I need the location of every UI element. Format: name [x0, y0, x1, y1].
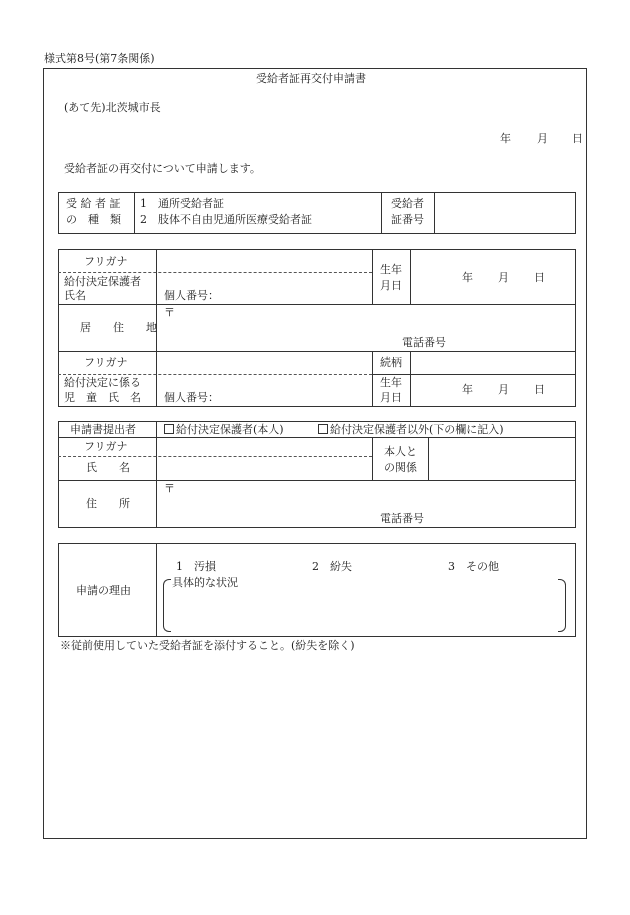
- reason-label: 申請の理由: [76, 584, 131, 597]
- guardian-name-label-1: 給付決定保護者: [64, 275, 141, 288]
- child-birth-day: 日: [534, 383, 545, 396]
- guardian-birth-label-1: 生年: [380, 263, 402, 276]
- residence-label: 居 住 地: [80, 321, 157, 334]
- form-title: 受給者証再交付申請書: [256, 72, 366, 85]
- submitter-postal-mark: 〒: [164, 482, 175, 495]
- cert-option-2: 2 肢体不自由児通所医療受給者証: [140, 213, 312, 226]
- intro-text: 受給者証の再交付について申請します。: [64, 162, 261, 175]
- child-furigana-label: フリガナ: [84, 356, 128, 369]
- date-month: 月: [537, 132, 548, 145]
- child-birth-label-2: 月日: [380, 391, 402, 404]
- reason-option-3[interactable]: 3 その他: [448, 560, 499, 573]
- submitter-option-self[interactable]: 給付決定保護者(本人): [164, 424, 284, 435]
- child-birth-label-1: 生年: [380, 376, 402, 389]
- guardian-birth-day: 日: [534, 271, 545, 284]
- cert-option-1: 1 通所受給者証: [140, 197, 224, 210]
- submitter-furigana-field[interactable]: [158, 439, 370, 455]
- reason-details-label: 具体的な状況: [172, 576, 238, 589]
- submitter-relation-field[interactable]: [430, 439, 574, 478]
- guardian-furigana-label: フリガナ: [84, 255, 128, 268]
- bracket-right-icon: [558, 579, 566, 632]
- submitter-name-field[interactable]: [158, 458, 370, 478]
- guardian-furigana-field[interactable]: [158, 251, 370, 271]
- residence-postal-mark: 〒: [164, 306, 175, 319]
- reason-option-2[interactable]: 2 紛失: [312, 560, 352, 573]
- child-name-label-1: 給付決定に係る: [64, 376, 141, 389]
- attachment-note: ※従前使用していた受給者証を添付すること。(紛失を除く): [60, 639, 355, 652]
- residence-phone-label: 電話番号: [402, 336, 446, 349]
- guardian-birth-month: 月: [498, 271, 509, 284]
- guardian-name-label-2: 氏名: [64, 289, 86, 302]
- guardian-name-field[interactable]: [158, 274, 370, 302]
- submitter-name-label: 氏 名: [86, 461, 130, 474]
- submitter-label: 申請書提出者: [70, 423, 136, 436]
- cert-type-label-1: 受 給 者 証: [66, 197, 121, 210]
- submitter-furigana-label: フリガナ: [84, 440, 128, 453]
- child-relation-label: 続柄: [380, 356, 402, 369]
- submitter-relation-label-1: 本人と: [384, 445, 417, 458]
- guardian-birth-year: 年: [462, 271, 473, 284]
- cert-number-label-2: 証番号: [391, 213, 424, 226]
- submitter-phone-label: 電話番号: [380, 512, 424, 525]
- submitter-address-label: 住 所: [86, 497, 130, 510]
- form-number: 様式第8号(第7条関係): [44, 52, 155, 65]
- guardian-birth-label-2: 月日: [380, 279, 402, 292]
- child-birth-year: 年: [462, 383, 473, 396]
- addressee: (あて先)北茨城市長: [64, 101, 161, 114]
- submitter-address-field[interactable]: [178, 482, 574, 510]
- checkbox-icon: [318, 424, 328, 434]
- submitter-relation-label-2: の関係: [384, 461, 417, 474]
- date-day: 日: [572, 132, 583, 145]
- guardian-personal-number-label: 個人番号：: [164, 289, 219, 302]
- child-personal-number-label: 個人番号：: [164, 391, 219, 404]
- submitter-option-other[interactable]: 給付決定保護者以外(下の欄に記入): [318, 424, 504, 435]
- checkbox-icon: [164, 424, 174, 434]
- child-name-field[interactable]: [158, 376, 370, 390]
- cert-type-label-2: の 種 類: [66, 213, 121, 226]
- residence-address-field[interactable]: [178, 306, 574, 334]
- bracket-left-icon: [163, 579, 171, 632]
- cert-number-field[interactable]: [436, 194, 574, 232]
- reason-option-1[interactable]: 1 汚損: [176, 560, 216, 573]
- cert-number-label-1: 受給者: [391, 197, 424, 210]
- child-birth-month: 月: [498, 383, 509, 396]
- reason-details-field[interactable]: [174, 592, 554, 628]
- child-name-label-2: 児 童 氏 名: [64, 391, 141, 404]
- date-year: 年: [500, 132, 511, 145]
- child-furigana-field[interactable]: [158, 353, 370, 373]
